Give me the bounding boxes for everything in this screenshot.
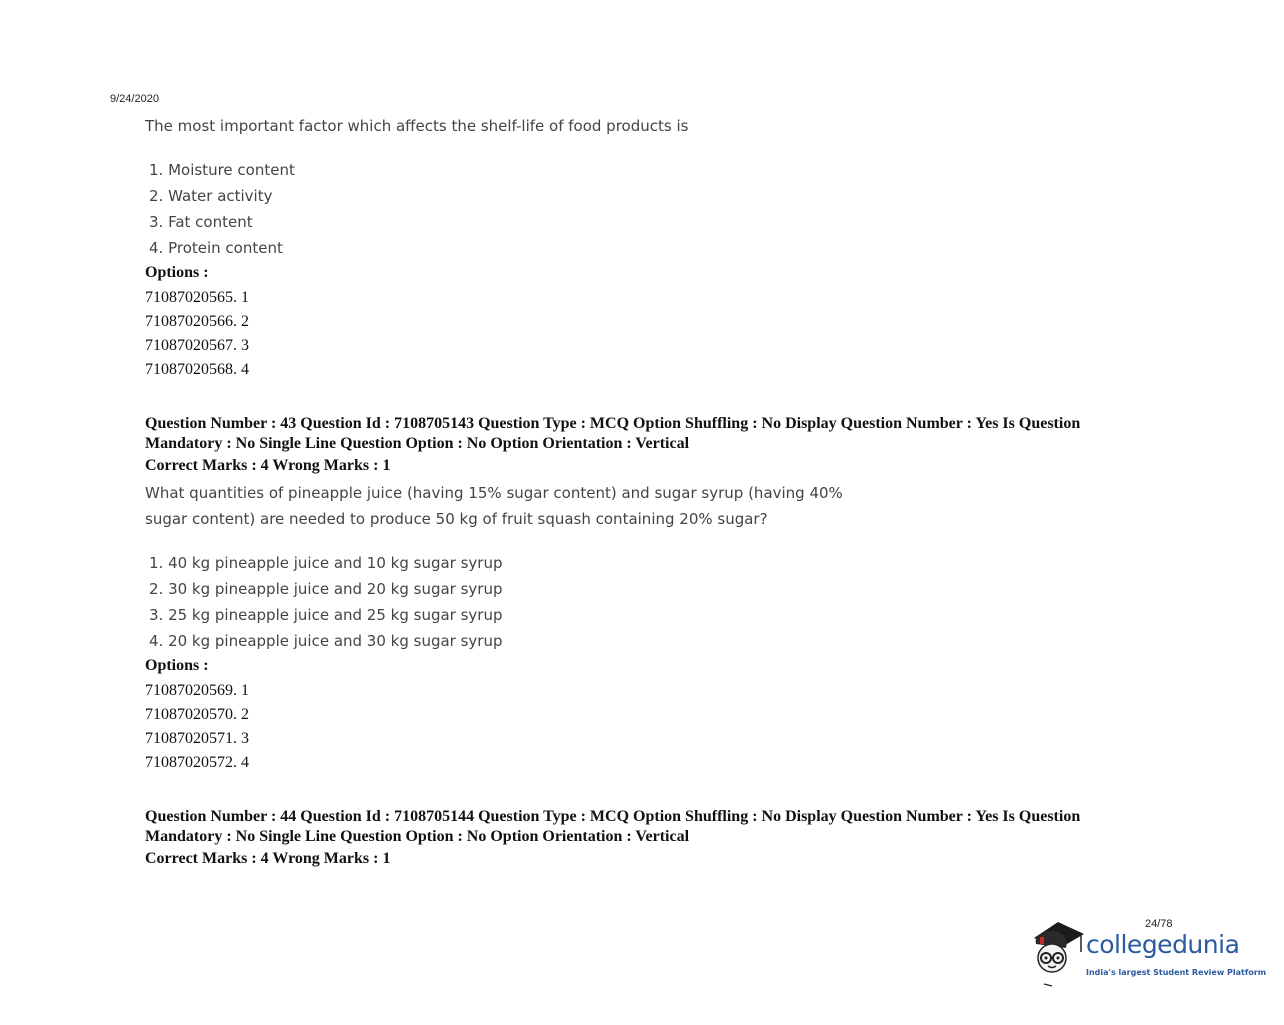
choice-item: 3. Fat content: [149, 213, 253, 231]
choice-item: 1. Moisture content: [149, 161, 295, 179]
choice-item: 4. 20 kg pineapple juice and 30 kg sugar syrup: [149, 632, 503, 650]
collegedunia-logo: [1026, 918, 1267, 990]
question-43-text-line-2: sugar content) are needed to produce 50 kg of fruit squash containing 20% sugar?: [145, 510, 768, 528]
option-id-item: 71087020565. 1: [145, 289, 249, 306]
brand-tagline: India's largest Student Review Platform: [1086, 968, 1267, 977]
choice-item: 3. 25 kg pineapple juice and 25 kg sugar syrup: [149, 606, 503, 624]
question-42-text: The most important factor which affects the shelf-life of food products is: [145, 117, 689, 135]
option-id-item: 71087020569. 1: [145, 682, 249, 699]
option-id-item: 71087020568. 4: [145, 361, 249, 378]
choice-item: 2. 30 kg pineapple juice and 20 kg sugar syrup: [149, 580, 503, 598]
print-date: 9/24/2020: [110, 93, 159, 105]
page-number: 24/78: [1145, 918, 1173, 930]
question-43-meta: Question Number : 43 Question Id : 7108705143 Question Type : MCQ Option Shuffling : No Display Question Number : Yes Is Question Mandatory : No Single Line Question Option : No Option Orientation : Vertical: [145, 415, 1081, 452]
option-id-item: 71087020570. 2: [145, 706, 249, 723]
options-heading: Options :: [145, 657, 209, 674]
mascot-graduation-cap-icon: [1026, 918, 1086, 990]
question-44-marks: Correct Marks : 4 Wrong Marks : 1: [145, 850, 391, 867]
question-43-choices: [149, 550, 503, 654]
choice-item: 1. 40 kg pineapple juice and 10 kg sugar syrup: [149, 554, 503, 572]
question-44-meta: Question Number : 44 Question Id : 7108705144 Question Type : MCQ Option Shuffling : No Display Question Number : Yes Is Question Mandatory : No Single Line Question Option : No Option Orientation : Vertical: [145, 808, 1081, 845]
question-43-option-ids: [145, 679, 249, 775]
option-id-item: 71087020567. 3: [145, 337, 249, 354]
option-id-item: 71087020572. 4: [145, 754, 249, 771]
question-43-marks: Correct Marks : 4 Wrong Marks : 1: [145, 457, 391, 474]
option-id-item: 71087020571. 3: [145, 730, 249, 747]
question-43-text-line-1: What quantities of pineapple juice (having 15% sugar content) and sugar syrup (having 40%: [145, 484, 843, 502]
choice-item: 4. Protein content: [149, 239, 283, 257]
options-heading: Options :: [145, 264, 209, 281]
question-42-choices: [149, 157, 295, 261]
choice-item: 2. Water activity: [149, 187, 273, 205]
brand-name: collegedunia: [1086, 930, 1240, 959]
question-42-option-ids: [145, 286, 249, 382]
option-id-item: 71087020566. 2: [145, 313, 249, 330]
